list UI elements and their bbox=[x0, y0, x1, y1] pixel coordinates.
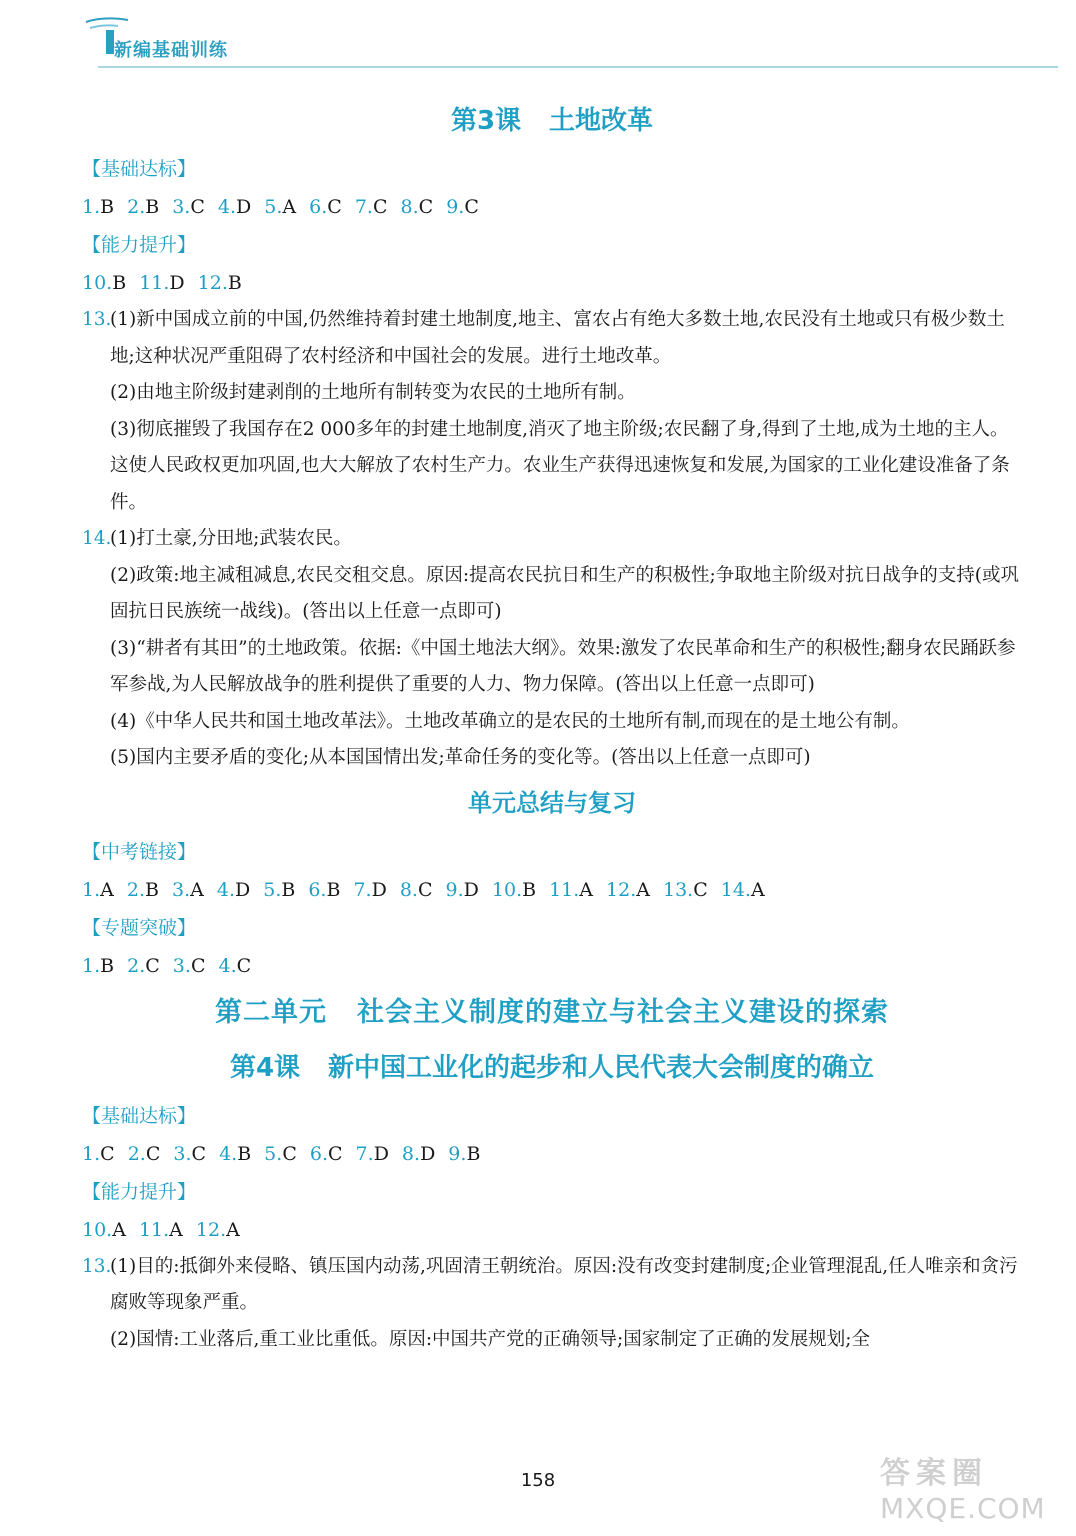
answer-item: 3.A bbox=[171, 878, 204, 901]
answer-item: 12.A bbox=[195, 1218, 240, 1241]
answer-item: 2.B bbox=[127, 196, 160, 218]
answer-paragraph: (1)新中国成立前的中国,仍然维持着封建土地制度,地主、富农占有绝大多数土地,农民没有土地或只有极少数土地;这种状况严重阻碍了农村经济和中国社会的发展。进行土地改革。 bbox=[110, 309, 1005, 367]
answer-item: 11.D bbox=[139, 272, 185, 294]
lesson4-number: 第4课 bbox=[229, 1052, 301, 1083]
answer-item: 10.B bbox=[82, 272, 127, 294]
answer-item: 2.C bbox=[127, 954, 160, 977]
answer-item: 7.D bbox=[355, 1142, 389, 1165]
answer-item: 14.A bbox=[720, 878, 765, 901]
answer-item: 8.C bbox=[400, 196, 434, 218]
question-number: 13. bbox=[82, 1255, 112, 1277]
lesson4-title: 新中国工业化的起步和人民代表大会制度的确立 bbox=[328, 1052, 875, 1083]
answer-item: 10.A bbox=[82, 1218, 126, 1241]
answer-paragraph: (1)目的:抵御外来侵略、镇压国内动荡,巩固清王朝统治。原因:没有改变封建制度;企业管理混乱,任人唯亲和贪污腐败等现象严重。 bbox=[110, 1255, 1018, 1313]
answer-item: 9.C bbox=[446, 196, 479, 218]
answer-item: 4.B bbox=[219, 1142, 252, 1165]
answer-item: 3.C bbox=[172, 954, 206, 977]
lesson3-ability-label: 【能力提升】 bbox=[82, 234, 197, 256]
lesson3-title: 土地改革 bbox=[549, 106, 654, 136]
lesson3-number: 第3课 bbox=[450, 106, 522, 136]
watermark-title: 答案圈 bbox=[880, 1456, 988, 1491]
watermark-logo bbox=[880, 1448, 1070, 1532]
answer-item: 12.B bbox=[197, 272, 242, 294]
answer-paragraph: (1)打土豪,分田地;武装农民。 bbox=[110, 528, 352, 549]
unit2-number: 第二单元 bbox=[215, 996, 327, 1028]
lesson4-basic-label: 【基础达标】 bbox=[82, 1104, 197, 1127]
question-number: 13. bbox=[82, 309, 112, 330]
answer-paragraph: (5)国内主要矛盾的变化;从本国国情出发;革命任务的变化等。(答出以上任意一点即可) bbox=[110, 747, 811, 768]
page-number: 158 bbox=[520, 1470, 556, 1491]
answer-item: 9.B bbox=[448, 1142, 481, 1165]
lesson3-heading bbox=[82, 100, 1022, 150]
lesson4-question-13 bbox=[82, 1249, 1022, 1359]
lesson3-ability-answers bbox=[82, 264, 1022, 302]
answer-paragraph: (4)《中华人民共和国土地改革法》。土地改革确立的是农民的土地所有制,而现在的是土地公有制。 bbox=[110, 710, 910, 732]
answer-item: 6.B bbox=[308, 878, 341, 901]
brand-title: 新编基础训练 bbox=[114, 40, 228, 61]
answer-item: 7.C bbox=[354, 196, 388, 218]
answer-item: 10.B bbox=[491, 878, 537, 901]
review-topic-label: 【专题突破】 bbox=[82, 916, 197, 939]
header-divider bbox=[98, 66, 1058, 68]
answer-paragraph: (3)彻底摧毁了我国存在2 000多年的封建土地制度,消灭了地主阶级;农民翻了身,得到了土地,成为土地的主人。这使人民政权更加巩固,也大大解放了农村生产力。农业生产获得迅速恢复和发展,为国家的工业化建设准备了条件。 bbox=[110, 418, 1010, 513]
review-exam-label: 【中考链接】 bbox=[82, 840, 197, 863]
review-topic-answers bbox=[82, 947, 1022, 985]
unit2-title: 社会主义制度的建立与社会主义建设的探索 bbox=[357, 996, 889, 1028]
answer-item: 8.C bbox=[399, 878, 433, 901]
lesson4-basic-answers bbox=[82, 1135, 1022, 1173]
answer-item: 1.B bbox=[82, 954, 115, 977]
answer-paragraph: (2)由地主阶级封建剥削的土地所有制转变为农民的土地所有制。 bbox=[110, 382, 636, 403]
lesson3-basic-label: 【基础达标】 bbox=[82, 158, 197, 180]
review-heading: 单元总结与复习 bbox=[468, 788, 636, 817]
lesson3-question-14 bbox=[82, 521, 1022, 777]
answer-item: 4.D bbox=[217, 196, 252, 218]
answer-item: 7.D bbox=[353, 878, 387, 901]
answer-paragraph: (2)政策:地主减租减息,农民交租交息。原因:提高农民抗日和生产的积极性;争取地主阶级对抗日战争的支持(或巩固抗日民族统一战线)。(答出以上任意一点即可) bbox=[110, 564, 1020, 622]
answer-item: 2.B bbox=[126, 878, 159, 901]
lesson4-ability-answers bbox=[82, 1211, 1022, 1249]
answer-item: 9.D bbox=[445, 878, 479, 901]
answer-paragraph: (3)“耕者有其田”的土地政策。依据:《中国土地法大纲》。效果:激发了农民革命和生产的积极性;翻身农民踊跃参军参战,为人民解放战争的胜利提供了重要的人力、物力保障。(答出以上任意一点即可) bbox=[110, 637, 1016, 695]
answer-item: 1.B bbox=[82, 196, 115, 218]
answer-item: 3.C bbox=[173, 1142, 207, 1165]
lesson3-question-13 bbox=[82, 302, 1022, 521]
answer-item: 8.D bbox=[401, 1142, 436, 1165]
answer-item: 12.A bbox=[606, 878, 650, 901]
answer-item: 5.B bbox=[263, 878, 296, 901]
question-number: 14. bbox=[82, 528, 112, 549]
answer-item: 2.C bbox=[127, 1142, 161, 1165]
answer-item: 3.C bbox=[172, 196, 205, 218]
answer-item: 13.C bbox=[662, 878, 708, 901]
lesson4-heading bbox=[82, 1047, 1022, 1097]
page-content bbox=[82, 100, 1022, 1358]
answer-item: 6.C bbox=[309, 1142, 343, 1165]
answer-item: 4.C bbox=[218, 954, 252, 977]
answer-item: 4.D bbox=[216, 878, 251, 901]
page-header bbox=[78, 14, 1058, 70]
answer-paragraph: (2)国情:工业落后,重工业比重低。原因:中国共产党的正确领导;国家制定了正确的发展规划;全 bbox=[110, 1328, 871, 1350]
answer-item: 5.A bbox=[264, 196, 297, 218]
lesson3-basic-answers bbox=[82, 188, 1022, 226]
answer-item: 11.A bbox=[549, 878, 594, 901]
lesson4-ability-label: 【能力提升】 bbox=[82, 1180, 197, 1203]
watermark-url: MXQE.COM bbox=[880, 1492, 1046, 1525]
answer-item: 6.C bbox=[309, 196, 342, 218]
answer-item: 5.C bbox=[264, 1142, 297, 1165]
answer-item: 1.C bbox=[82, 1142, 115, 1165]
unit2-heading bbox=[82, 985, 1022, 1047]
answer-item: 1.A bbox=[82, 878, 114, 901]
answer-item: 11.A bbox=[138, 1218, 183, 1241]
review-exam-answers bbox=[82, 871, 1022, 909]
